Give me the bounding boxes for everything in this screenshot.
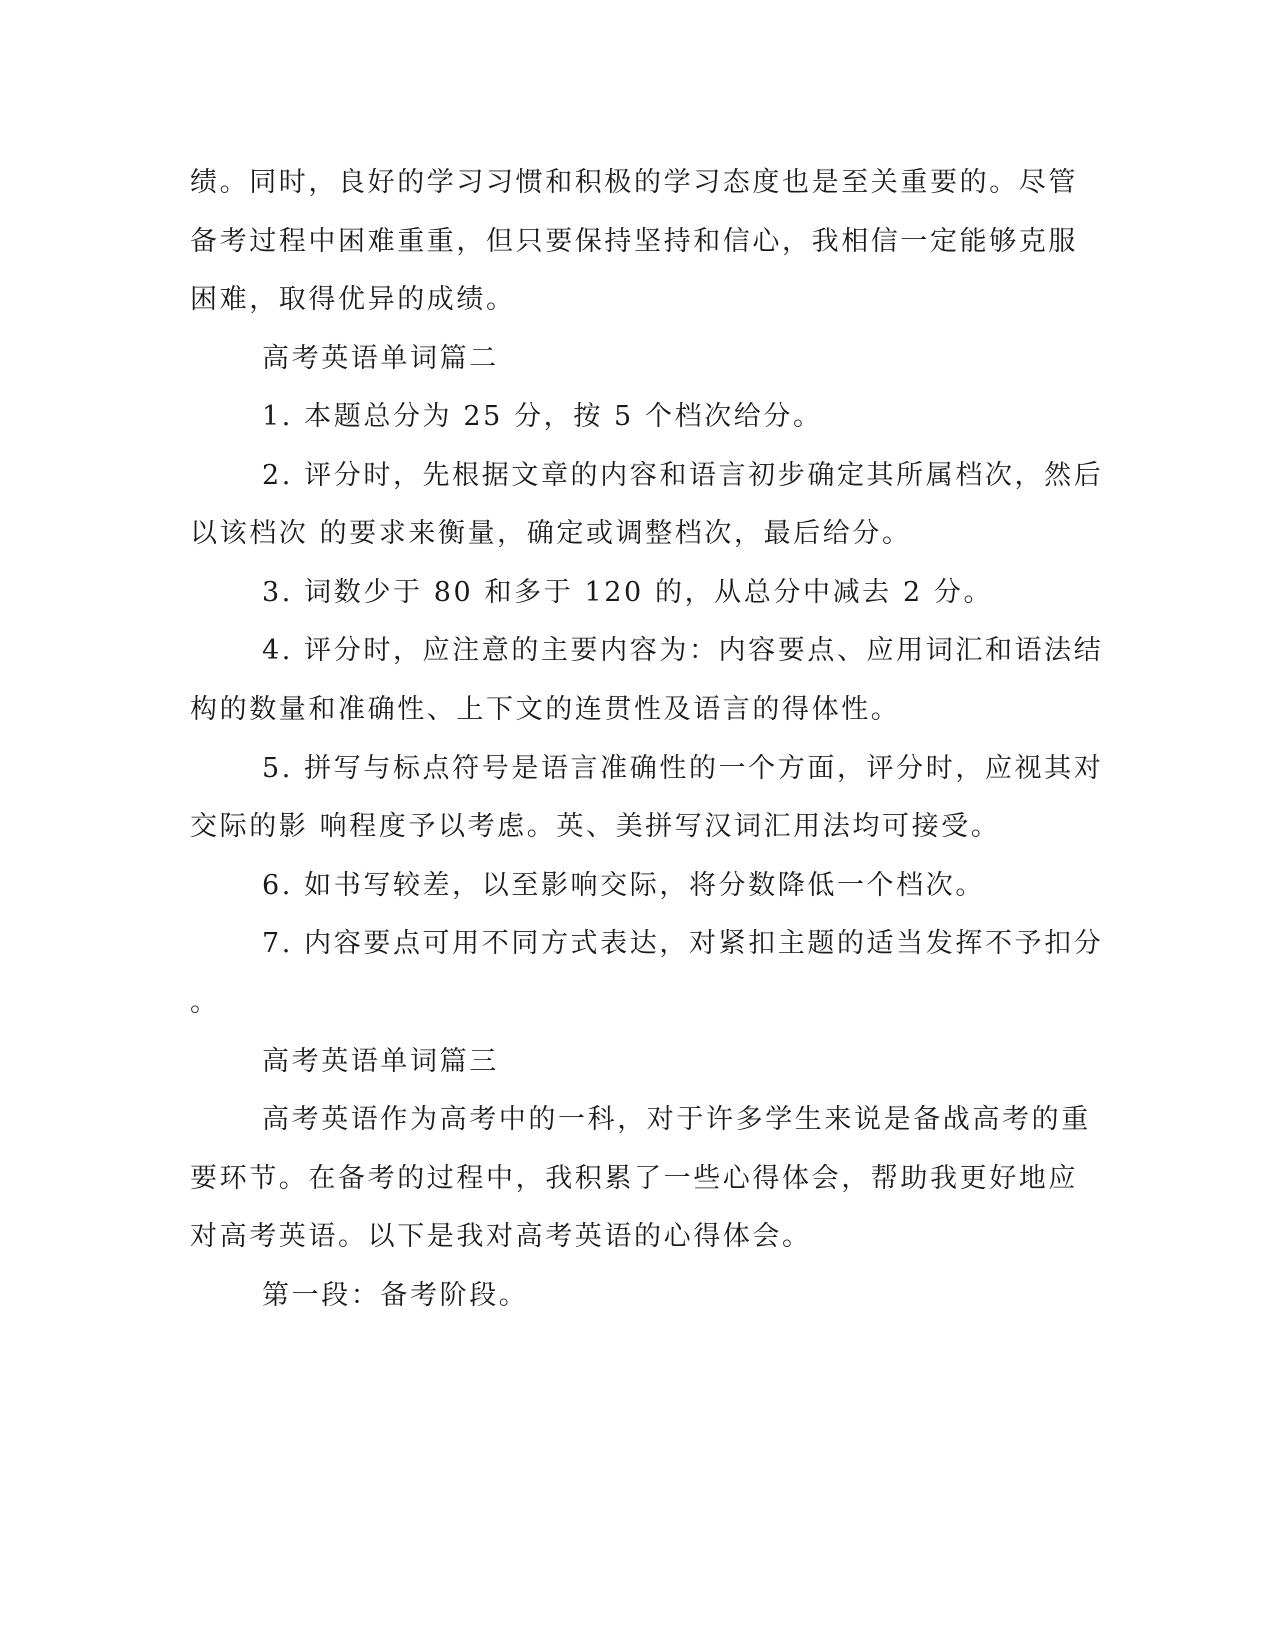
paragraph-line: 第一段：备考阶段。 [262,1280,529,1311]
list-item: 6. 如书写较差，以至影响交际，将分数降低一个档次。 [262,870,985,901]
list-item: 1. 本题总分为 25 分，按 5 个档次给分。 [262,401,823,432]
list-item: 3. 词数少于 80 和多于 120 的，从总分中减去 2 分。 [262,577,994,608]
paragraph-line: 备考过程中困难重重，但只要保持坚持和信心，我相信一定能够克服 [190,226,1078,257]
section-heading: 高考英语单词篇三 [262,1046,499,1077]
list-item: 2. 评分时，先根据文章的内容和语言初步确定其所属档次，然后 [262,460,1104,491]
paragraph-line: 高考英语作为高考中的一科，对于许多学生来说是备战高考的重 [262,1104,1091,1135]
paragraph-line: 困难，取得优异的成绩。 [190,284,516,315]
list-item: 4. 评分时，应注意的主要内容为：内容要点、应用词汇和语法结 [262,635,1104,666]
paragraph-line: 要环节。在备考的过程中，我积累了一些心得体会，帮助我更好地应 [190,1163,1078,1194]
list-item: 7. 内容要点可用不同方式表达，对紧扣主题的适当发挥不予扣分 [262,928,1104,959]
paragraph-line: 以该档次 的要求来衡量，确定或调整档次，最后给分。 [190,518,912,549]
paragraph-line: 绩。同时，良好的学习习惯和积极的学习态度也是至关重要的。尽管 [190,167,1078,198]
list-item: 5. 拼写与标点符号是语言准确性的一个方面，评分时，应视其对 [262,753,1104,784]
paragraph-line: 构的数量和准确性、上下文的连贯性及语言的得体性。 [190,694,901,725]
paragraph-line: 对高考英语。以下是我对高考英语的心得体会。 [190,1221,812,1252]
paragraph-line: 交际的影 响程度予以考虑。英、美拼写汉词汇用法均可接受。 [190,811,1001,842]
paragraph-line: 。 [190,987,220,1018]
section-heading: 高考英语单词篇二 [262,343,499,374]
